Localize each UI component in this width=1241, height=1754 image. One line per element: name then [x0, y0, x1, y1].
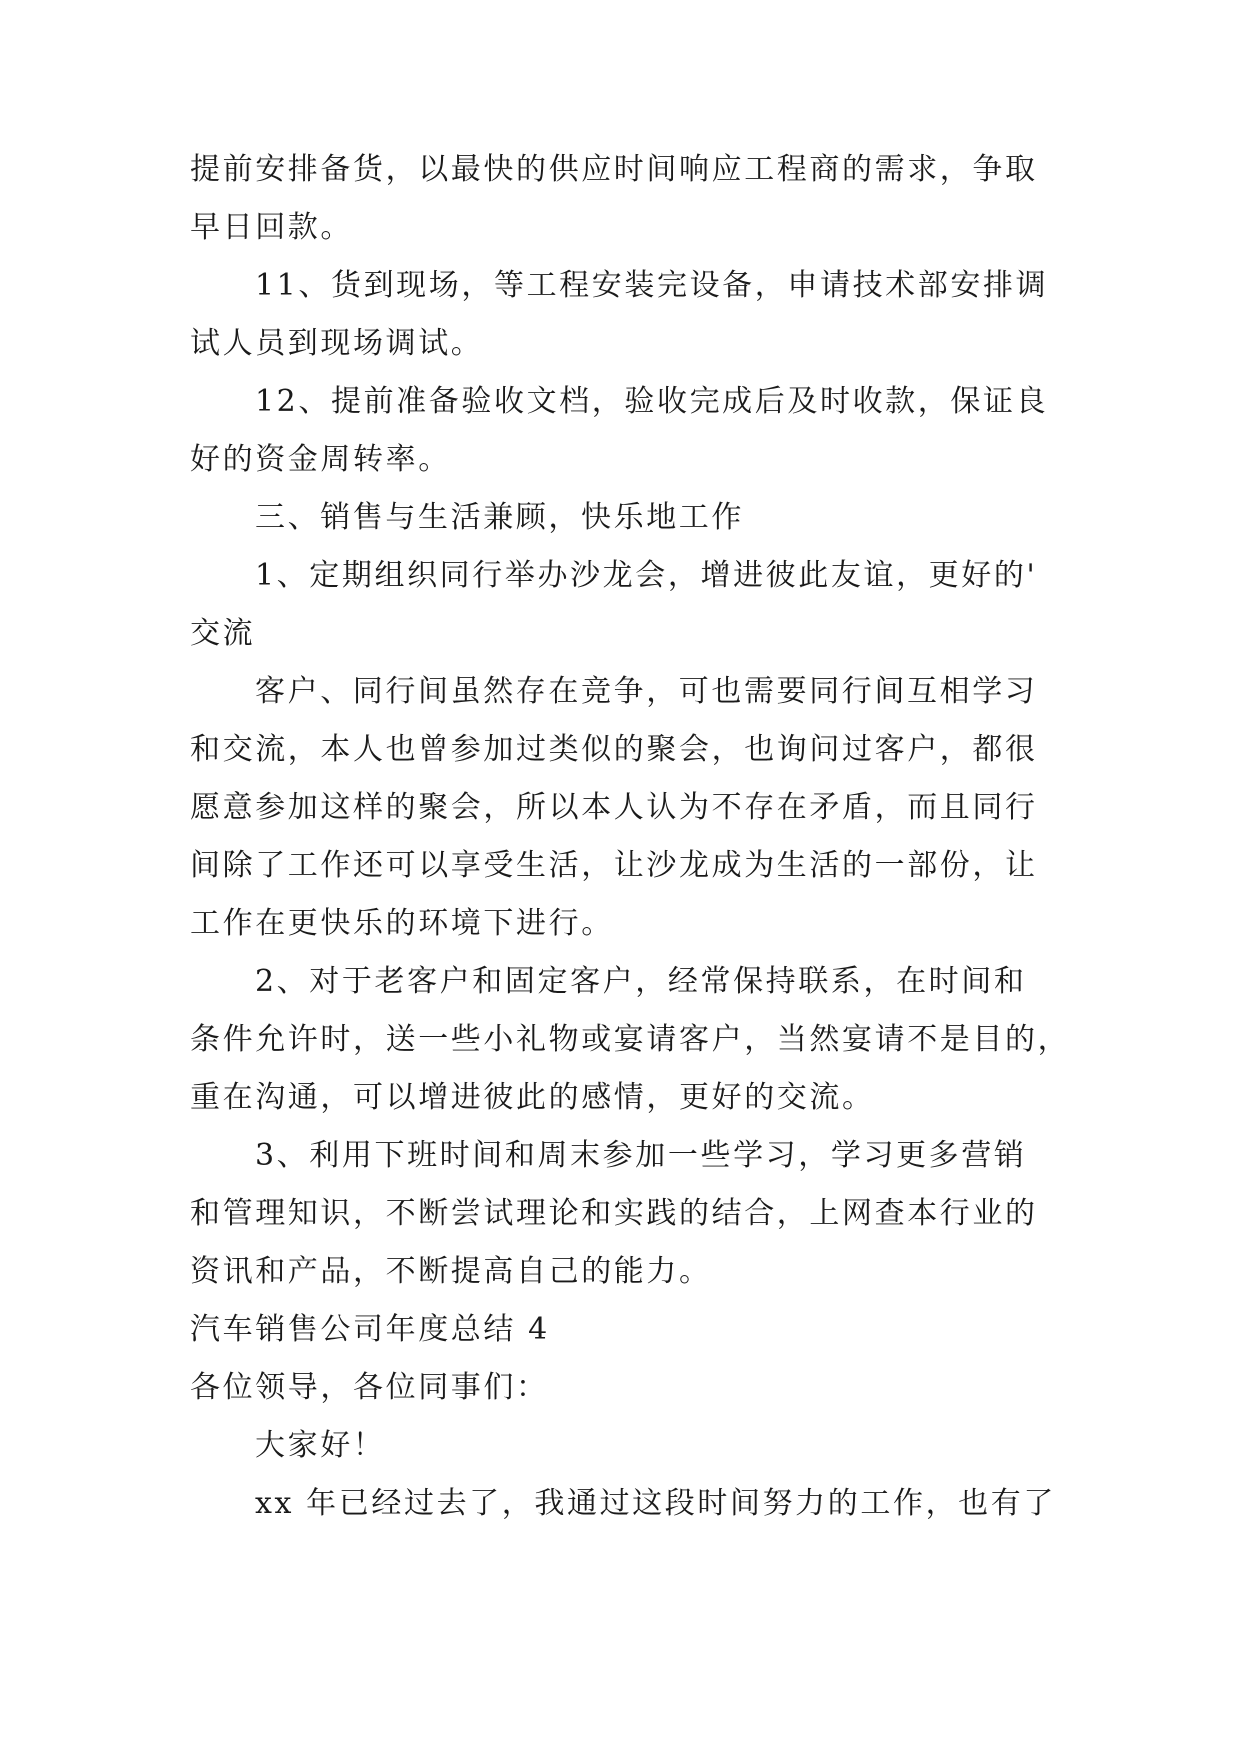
salutation: 各位领导，各位同事们： — [190, 1370, 549, 1405]
text-line: 间除了工作还可以享受生活，让沙龙成为生活的一部份，让 — [190, 848, 1038, 883]
text-line: 交流 — [190, 616, 256, 651]
text-line: 试人员到现场调试。 — [190, 326, 484, 361]
text-line: 2、对于老客户和固定客户，经常保持联系，在时间和 — [255, 964, 1027, 999]
text-line: 重在沟通，可以增进彼此的感情，更好的交流。 — [190, 1080, 875, 1115]
section-heading: 三、销售与生活兼顾，快乐地工作 — [255, 500, 744, 535]
text-line: 好的资金周转率。 — [190, 442, 451, 477]
text-line: 客户、同行间虽然存在竞争，可也需要同行间互相学习 — [255, 674, 1038, 709]
text-line: 和交流，本人也曾参加过类似的聚会，也询问过客户，都很 — [190, 732, 1038, 767]
text-line: 早日回款。 — [190, 210, 353, 245]
text-line: 资讯和产品，不断提高自己的能力。 — [190, 1254, 712, 1289]
text-line: 11、货到现场，等工程安装完设备，申请技术部安排调 — [255, 268, 1049, 303]
text-line: 和管理知识，不断尝试理论和实践的结合，上网查本行业的 — [190, 1196, 1038, 1231]
text-line: 条件允许时，送一些小礼物或宴请客户，当然宴请不是目的， — [190, 1022, 1071, 1057]
text-line: 1、定期组织同行举办沙龙会，增进彼此友谊，更好的' — [255, 558, 1038, 593]
text-line: xx 年已经过去了，我通过这段时间努力的工作，也有了 — [255, 1486, 1056, 1521]
text-line: 愿意参加这样的聚会，所以本人认为不存在矛盾，而且同行 — [190, 790, 1038, 825]
text-line: 12、提前准备验收文档，验收完成后及时收款，保证良 — [255, 384, 1049, 419]
text-line: 工作在更快乐的环境下进行。 — [190, 906, 614, 941]
greeting: 大家好！ — [255, 1428, 386, 1463]
text-line: 提前安排备货，以最快的供应时间响应工程商的需求，争取 — [190, 152, 1038, 187]
text-line: 3、利用下班时间和周末参加一些学习，学习更多营销 — [255, 1138, 1027, 1173]
document-title: 汽车销售公司年度总结 4 — [190, 1312, 550, 1347]
